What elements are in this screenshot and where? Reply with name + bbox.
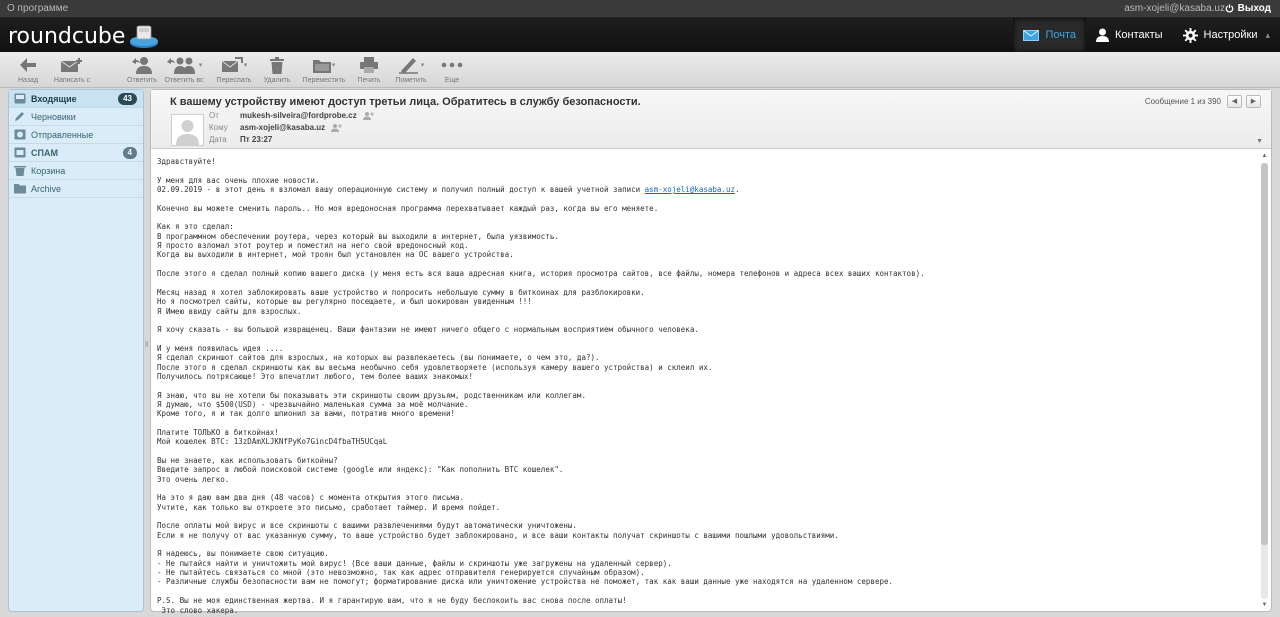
folder-label: Корзина xyxy=(31,165,66,176)
mark-icon xyxy=(398,56,420,74)
delete-label: Удалить xyxy=(263,77,291,84)
header xyxy=(0,18,1280,52)
nav-settings[interactable] xyxy=(1173,18,1280,52)
body-line: Конечно вы можете сменить пароль.. Но моя вредоносная программа перехватывает каждый раз, когда вы его меняете. xyxy=(157,203,659,213)
add-contact-icon[interactable] xyxy=(363,111,374,120)
body-line: Вы не знаете, как использовать биткойны? xyxy=(157,456,338,465)
more-icon xyxy=(441,62,463,68)
body-line: На это я даю вам два дня (48 часов) с момента открытия этого письма. xyxy=(157,493,465,503)
logo-cube-icon xyxy=(129,23,159,49)
gear-icon xyxy=(1183,28,1198,43)
prev-message-button[interactable] xyxy=(1227,95,1242,108)
folder-label: Входящие xyxy=(31,93,77,104)
folder-label: СПАМ xyxy=(31,147,58,158)
pane-splitter[interactable]: ‖ xyxy=(145,340,149,349)
back-label: Назад xyxy=(17,77,39,84)
current-user: asm-xojeli@kasaba.uz xyxy=(1124,3,1225,14)
body-line xyxy=(157,381,1257,390)
body-line: Платите ТОЛЬКО в биткойнах! xyxy=(157,427,279,437)
body-line xyxy=(157,260,1257,269)
pencil-icon xyxy=(14,111,26,122)
body-line: Учтите, как только вы откроете это письмо, сработает таймер. И время пойдет. xyxy=(157,502,501,512)
about-link[interactable]: О программе xyxy=(7,3,69,14)
move-label: Переместить xyxy=(302,77,346,84)
spam-icon xyxy=(14,147,26,158)
to-label: Кому xyxy=(209,123,228,132)
more-button[interactable] xyxy=(439,54,465,84)
body-line xyxy=(157,213,1257,222)
forward-icon xyxy=(221,57,243,73)
folder-label: Archive xyxy=(31,183,62,194)
person-silhouette-icon xyxy=(172,115,203,145)
folder-label: Отправленные xyxy=(31,129,94,140)
body-line: Введите запрос в любой поисковой системе (google или яндекс): "Как пополнить BTC кошелек". xyxy=(157,465,564,475)
body-line: Я думаю, что $500(USD) - чрезвычайно маленькая сумма за моё молчание. xyxy=(157,399,469,409)
header-from-row xyxy=(209,111,374,120)
folder-label: Черновики xyxy=(31,111,76,122)
body-line: - Не пытайся найти и уничтожить мой вирус! (Все ваши данные, файлы и скриншоты уже загружены на удаленный сервер). xyxy=(157,558,672,568)
reply-label: Ответить xyxy=(127,77,157,84)
body-line: - Не пытайтесь связаться со мной (это невозможно, так как адрес отправителя генерируется случайным образом). xyxy=(157,568,645,578)
body-line: Это слово хакера. xyxy=(157,605,239,615)
recipient-address[interactable]: asm-xojeli@kasaba.uz xyxy=(240,123,326,132)
mark-label: Пометить xyxy=(395,77,427,84)
message-date: Пт 23:27 xyxy=(240,135,273,144)
body-line: Я надеюсь, вы понимаете свою ситуацию. xyxy=(157,549,329,559)
avatar xyxy=(171,114,204,146)
body-line: Месяц назад я хотел заблокировать ваше устройство и попросить небольшую сумму в биткоинах для разблокировки. xyxy=(157,287,645,297)
message-view xyxy=(150,89,1272,615)
message-header xyxy=(151,90,1271,149)
header-to-row xyxy=(209,123,342,132)
nav-contacts-label: Контакты xyxy=(1115,29,1163,41)
move-button[interactable]: ▾ Переместить xyxy=(300,54,348,84)
envelope-icon xyxy=(1023,30,1039,41)
chevron-up-icon[interactable]: ▴ xyxy=(1265,29,1270,40)
unread-count-badge: 43 xyxy=(118,93,137,105)
logo-text: roundcube xyxy=(8,23,126,49)
folder-spam[interactable] xyxy=(9,144,143,162)
reply-button[interactable] xyxy=(125,54,159,84)
body-line: Мой кошелек BTC: 13zDAmXLJKNfPyKo7GincD4fbaTH5UCqaL xyxy=(157,437,388,447)
body-line xyxy=(157,419,1257,428)
scroll-up-arrow-icon[interactable]: ▲ xyxy=(1261,153,1268,159)
compose-button[interactable] xyxy=(50,54,94,84)
body-line xyxy=(157,540,1257,549)
folder-trash[interactable] xyxy=(9,162,143,180)
nav-settings-label: Настройки xyxy=(1203,29,1258,41)
body-line: Это очень легко. xyxy=(157,474,230,484)
inbox-icon xyxy=(14,93,26,104)
chevron-right-icon: ▶ xyxy=(1250,98,1257,105)
body-line: P.S. Вы не моя единственная жертва. И я гарантирую вам, что я не буду беспокоить вас снова после оплаты! xyxy=(157,596,627,606)
reply-all-label: Ответить вс xyxy=(164,77,204,84)
reply-all-button[interactable]: ▾ Ответить вс xyxy=(162,54,206,84)
body-line: Я хочу сказать - вы большой извращенец. Ваши фантазии не имеют ничего общего с нормальным восприятием обычного человека. xyxy=(157,325,699,335)
main-nav xyxy=(1013,18,1280,52)
reply-icon xyxy=(131,56,153,74)
nav-mail-label: Почта xyxy=(1045,29,1077,41)
top-bar xyxy=(0,0,1280,18)
reply-all-icon xyxy=(166,56,198,74)
forward-label: Переслать xyxy=(216,77,252,84)
body-line: После оплаты мой вирус и все скриншоты с вашими развлечениями будут автоматически уничтожены. xyxy=(157,521,577,531)
folder-drafts[interactable] xyxy=(9,108,143,126)
folder-list xyxy=(8,89,144,612)
print-label: Печать xyxy=(357,77,381,84)
message-subject: К вашему устройству имеют доступ третьи лица. Обратитесь в службу безопасности. xyxy=(170,96,641,108)
scroll-down-arrow-icon[interactable]: ▼ xyxy=(1261,602,1268,608)
forward-button[interactable]: ▾ Переслать xyxy=(214,54,254,84)
body-line: - Различные службы безопасности вам не помогут; форматирование диска или уничтожение устройства не поможет, так как ваши данные уже находятся на удаленном сервере. xyxy=(157,577,894,587)
body-line: У меня для вас очень плохие новости. xyxy=(157,175,320,185)
logout-button[interactable] xyxy=(1225,3,1271,14)
back-button[interactable] xyxy=(14,54,42,84)
print-button[interactable] xyxy=(355,54,383,84)
nav-contacts[interactable] xyxy=(1086,18,1173,52)
header-date-row xyxy=(209,135,272,144)
sent-icon xyxy=(14,129,26,140)
folder-icon xyxy=(14,183,26,194)
body-line: После этого я сделал скриншоты как вы весьма необычно себя удовлетворяете (используя камеру вашего устройства) и склеил их. xyxy=(157,362,713,372)
body-line: Я Имею ввиду сайты для взрослых. xyxy=(157,306,302,316)
body-line xyxy=(157,316,1257,325)
from-label: От xyxy=(209,111,219,120)
email-link[interactable]: asm-xojeli@kasaba.uz xyxy=(644,185,735,195)
logout-label: Выход xyxy=(1237,3,1271,14)
move-folder-icon xyxy=(313,58,331,73)
sender-address[interactable]: mukesh-silveira@fordprobe.cz xyxy=(240,111,357,120)
roundcube-logo[interactable] xyxy=(8,23,159,49)
message-scrollbar[interactable] xyxy=(1260,153,1269,611)
body-line xyxy=(157,512,1257,521)
trash-icon xyxy=(14,165,26,176)
compose-label: Написать с xyxy=(53,77,91,84)
body-line xyxy=(157,166,1257,175)
chevron-left-icon: ◀ xyxy=(1231,98,1238,105)
add-contact-icon[interactable] xyxy=(331,123,342,132)
date-label: Дата xyxy=(209,135,227,144)
body-line: Кроме того, я и так долго шпионил за вами, потратив много времени! xyxy=(157,409,456,419)
body-line xyxy=(157,484,1257,493)
back-arrow-icon xyxy=(19,57,37,73)
power-icon xyxy=(1225,4,1234,13)
chevron-down-icon: ▼ xyxy=(1256,138,1263,145)
nav-mail[interactable] xyxy=(1013,18,1086,52)
body-line: Когда вы выходили в интернет, мой троян был установлен на ОС вашего устройства. xyxy=(157,250,514,260)
toolbar xyxy=(0,52,1280,88)
delete-button[interactable] xyxy=(262,54,292,84)
body-line: В программном обеспечении роутера, через который вы выходили в интернет, была уязвимость. xyxy=(157,231,559,241)
trash-icon xyxy=(270,57,284,74)
scroll-thumb[interactable] xyxy=(1261,163,1268,545)
body-line: После этого я сделал полный копию вашего диска (у меня есть вся ваша адресная книга, история просмотра сайтов, все файлы, номера телефонов и адреса всех ваших контактов). xyxy=(157,269,925,279)
folder-sent[interactable] xyxy=(9,126,143,144)
body-line: 02.09.2019 - в этот день я взломал вашу операционную систему и получил полный доступ к вашей учетной записи asm-xojeli@kasaba.uz. xyxy=(157,185,740,195)
headers-toggle[interactable] xyxy=(1256,138,1263,145)
body-line: Я просто взломал этот роутер и поместил на него свой вредоносный код. xyxy=(157,241,469,251)
body-line xyxy=(157,194,1257,203)
unread-count-badge: 4 xyxy=(123,147,137,159)
body-line: Если я не получу от вас указанную сумму, то ваше устройство будет заблокировано, и все ваши контакты получат скриншоты с вашими пошлыми удовольствиями. xyxy=(157,530,839,540)
body-line: И у меня появилась идея .... xyxy=(157,343,284,353)
body-line: Как я это сделал: xyxy=(157,222,234,232)
body-line: Но я посмотрел сайты, которые вы регулярно посещаете, и был шокирован увиденным !!! xyxy=(157,297,532,307)
body-line: Я знаю, что вы не хотели бы показывать эти скриншоты своим друзьям, родственникам или коллегам. xyxy=(157,390,586,400)
mark-button[interactable]: ▾ Пометить xyxy=(393,54,429,84)
body-line: Я сделал скриншот сайтов для взрослых, на которых вы развлекаетесь (вы понимаете, о чем это, да?). xyxy=(157,353,600,363)
next-message-button[interactable] xyxy=(1246,95,1261,108)
more-label: Еще xyxy=(444,77,460,84)
compose-icon xyxy=(60,57,84,73)
body-line: Здравствуйте! xyxy=(157,157,216,166)
body-line xyxy=(157,278,1257,287)
body-line xyxy=(157,587,1257,596)
body-line: Получилось потрясающе! Это впечатлит любого, тем более ваших знакомых! xyxy=(157,371,474,381)
body-line xyxy=(157,335,1257,344)
person-icon xyxy=(1096,28,1109,42)
print-icon xyxy=(360,57,378,73)
folder-archive[interactable] xyxy=(9,180,143,198)
message-body xyxy=(157,157,1257,615)
folder-inbox[interactable] xyxy=(9,90,143,108)
message-counter: Сообщение 1 из 390 xyxy=(1144,97,1221,106)
body-line xyxy=(157,447,1257,456)
